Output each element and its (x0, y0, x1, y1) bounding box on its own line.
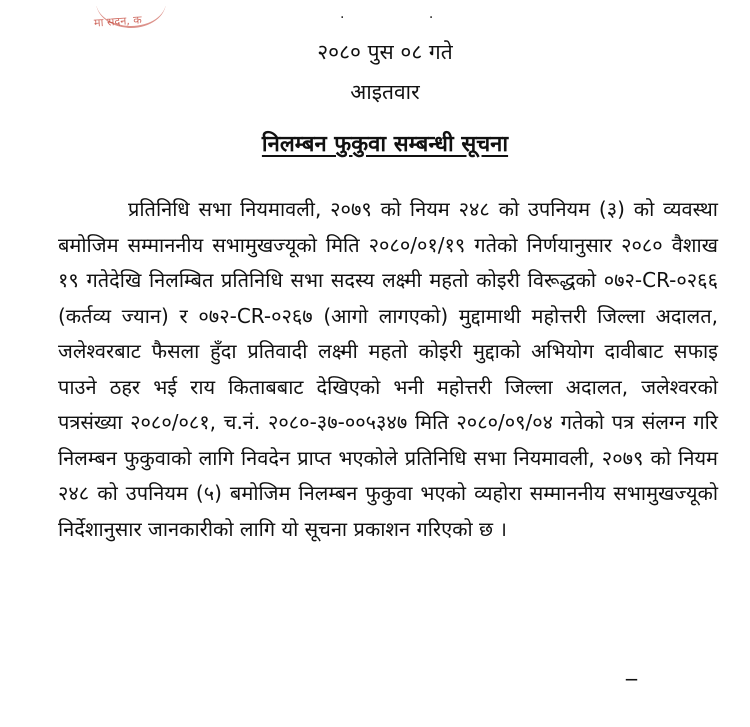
end-mark: _ (626, 656, 637, 681)
notice-date: २०८० पुस ०८ गते (317, 40, 453, 64)
notice-body: प्रतिनिधि सभा नियमावली, २०७९ को नियम २४८ को उपनियम (३) को व्यवस्था बमोजिम सम्माननीय सभामुखज्यूको मिति २०८०/०१/१९ गतेको निर्णयानुसार २०८० वैशाख १९ गतेदेखि निलम्बित प्रतिनिधि सभा सदस्य लक्ष्मी महतो कोइरी विरूद्धको ०७२-CR-०२६६ (कर्तव्य ज्यान) र ०७२-CR-०२६७ (आगो लागएको) मुद्दामाथी महोत्तरी जिल्ला अदालत, जलेश्वरबाट फैसला हुँदा प्रतिवादी लक्ष्मी महतो कोइरी मुद्दाको अभियोग दावीबाट सफाइ पाउने ठहर भई राय किताबबाट देखिएको भनी महोत्तरी जिल्ला अदालत, जलेश्वरको पत्रसंख्या २०८०/०८१, च.नं. २०८०-३७-००५३४७ मिति २०८०/०९/०४ गतेको पत्र संलग्न गरि निलम्बन फुकुवाको लागि निवदेन प्राप्त भएकोले प्रतिनिधि सभा नियमावली, २०७९ को नियम २४८ को उपनियम (५) बमोजिम निलम्बन फुकुवा भएको व्यहोरा सम्माननीय सभामुखज्यूको निर्देशानुसार जानकारीको लागि यो सूचना प्रकाशन गरिएको छ । (58, 197, 718, 541)
stamp-fragment (92, 6, 172, 34)
stamp-text: मा सदन, क (93, 13, 143, 30)
notice-title-wrapper (0, 128, 750, 158)
notice-title: निलम्बन फुकुवा सम्बन्धी सूचना (261, 132, 509, 157)
notice-day: आइतवार (350, 80, 420, 104)
top-marks: · · (340, 10, 474, 26)
